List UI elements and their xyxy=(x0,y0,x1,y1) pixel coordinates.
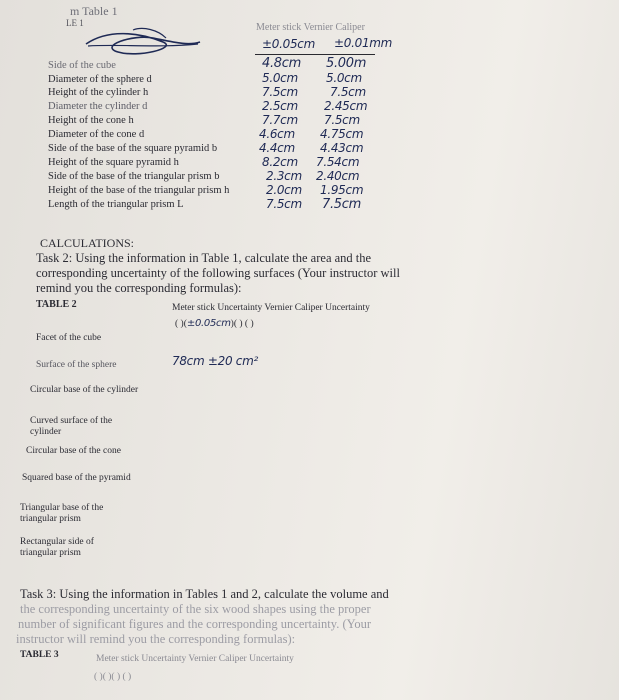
table1-row-label: Side of the base of the square pyramid b xyxy=(48,143,218,154)
table1-vernier-value: 7.54cm xyxy=(316,155,360,169)
table2-row-value: 78cm ±20 cm² xyxy=(172,354,259,368)
task3-text-line: instructor will remind you the corresponding formulas): xyxy=(16,632,296,646)
table1-row-label: Diameter the cylinder d xyxy=(48,101,148,112)
meter-uncertainty: ±0.05cm xyxy=(262,37,315,51)
table1-row-label: Length of the triangular prism L xyxy=(48,199,184,210)
table1-row-label: Side of the cube xyxy=(48,60,116,71)
table1-label xyxy=(70,4,118,19)
calculations-heading: CALCULATIONS: xyxy=(40,236,135,250)
vernier-uncertainty: ±0.01mm xyxy=(334,36,393,50)
table3-column-headers: Meter stick Uncertainty Vernier Caliper Uncertainty xyxy=(96,654,294,664)
table3-label: TABLE 3 xyxy=(20,650,59,660)
table1-vernier-value: 1.95cm xyxy=(320,183,364,197)
table1-meter-value: 4.8cm xyxy=(262,56,301,71)
table1-meter-value: 2.0cm xyxy=(266,183,302,197)
table1-vernier-value: 4.75cm xyxy=(320,127,364,141)
table2-row-label: Triangular base of the triangular prism xyxy=(20,503,104,524)
table1-vernier-value: 4.43cm xyxy=(320,141,364,155)
task2-text-line: corresponding uncertainty of the following surfaces (Your instructor will xyxy=(36,266,400,280)
table1-row-label: Diameter of the cone d xyxy=(48,129,145,140)
table1-vernier-value: 7.5cm xyxy=(322,197,361,212)
table3-paren-row: ( )( )( ) ( ) xyxy=(94,672,132,682)
table2-paren-b: )( ) ( ) xyxy=(230,319,254,329)
table1-label-sub: LE 1 xyxy=(66,18,84,28)
table1-meter-value: 7.5cm xyxy=(266,197,302,211)
table1-meter-value: 2.5cm xyxy=(262,99,298,113)
table1-row-label: Height of the base of the triangular prism h xyxy=(48,185,230,196)
table2-row-label: Squared base of the pyramid xyxy=(22,473,131,483)
table1-row-label: Height of the square pyramid h xyxy=(48,157,179,168)
table2-paren-row xyxy=(175,318,254,329)
table2-row-label: Circular base of the cone xyxy=(26,446,121,456)
table1-label-top: m Table 1 xyxy=(70,4,118,18)
table2-column-headers: Meter stick Uncertainty Vernier Caliper Uncertainty xyxy=(172,303,370,313)
task2-text-line: remind you the corresponding formulas): xyxy=(36,281,242,295)
table1-column-headers: Meter stick Vernier Caliper xyxy=(256,22,365,33)
table2-paren-a: ( )( xyxy=(175,319,187,329)
table1-vernier-value: 7.5cm xyxy=(324,113,360,127)
table1-vernier-value: 7.5cm xyxy=(330,85,366,99)
table1-meter-value: 2.3cm xyxy=(266,169,302,183)
header-underline xyxy=(255,54,375,55)
table1-meter-value: 5.0cm xyxy=(262,71,298,85)
table1-vernier-value: 5.0cm xyxy=(326,71,362,85)
table1-meter-value: 7.5cm xyxy=(262,85,298,99)
scribble-drawing xyxy=(78,24,208,64)
table2-row-label: Curved surface of the cylinder xyxy=(30,416,113,437)
task3-text-line: the corresponding uncertainty of the six wood shapes using the proper xyxy=(20,602,371,616)
table2-row-label: Surface of the sphere xyxy=(36,360,117,370)
table2-label: TABLE 2 xyxy=(36,299,77,310)
table1-meter-value: 4.6cm xyxy=(259,127,295,141)
table1-meter-value: 4.4cm xyxy=(259,141,295,155)
table1-row-label: Side of the base of the triangular prism b xyxy=(48,171,220,182)
table1-vernier-value: 5.00m xyxy=(326,56,367,71)
table1-vernier-value: 2.45cm xyxy=(324,99,368,113)
task2-text-line: Task 2: Using the information in Table 1, calculate the area and the xyxy=(36,251,372,265)
table2-row-label: Facet of the cube xyxy=(36,333,102,343)
table1-vernier-value: 2.40cm xyxy=(316,169,360,183)
table2-row-label: Rectangular side of triangular prism xyxy=(20,537,94,558)
table1-meter-value: 8.2cm xyxy=(262,155,298,169)
task3-text-line: Task 3: Using the information in Tables 1 and 2, calculate the volume and xyxy=(20,587,389,601)
table2-uncertainty: ±0.05cm xyxy=(186,318,231,329)
table1-meter-value: 7.7cm xyxy=(262,113,298,127)
table1-row-label: Height of the cone h xyxy=(48,115,134,126)
table1-row-label: Height of the cylinder h xyxy=(48,87,149,98)
task3-text-line: number of significant figures and the corresponding uncertainty. (Your xyxy=(18,617,372,631)
table1-row-label: Diameter of the sphere d xyxy=(48,74,152,85)
table2-row-label: Circular base of the cylinder xyxy=(30,385,139,395)
